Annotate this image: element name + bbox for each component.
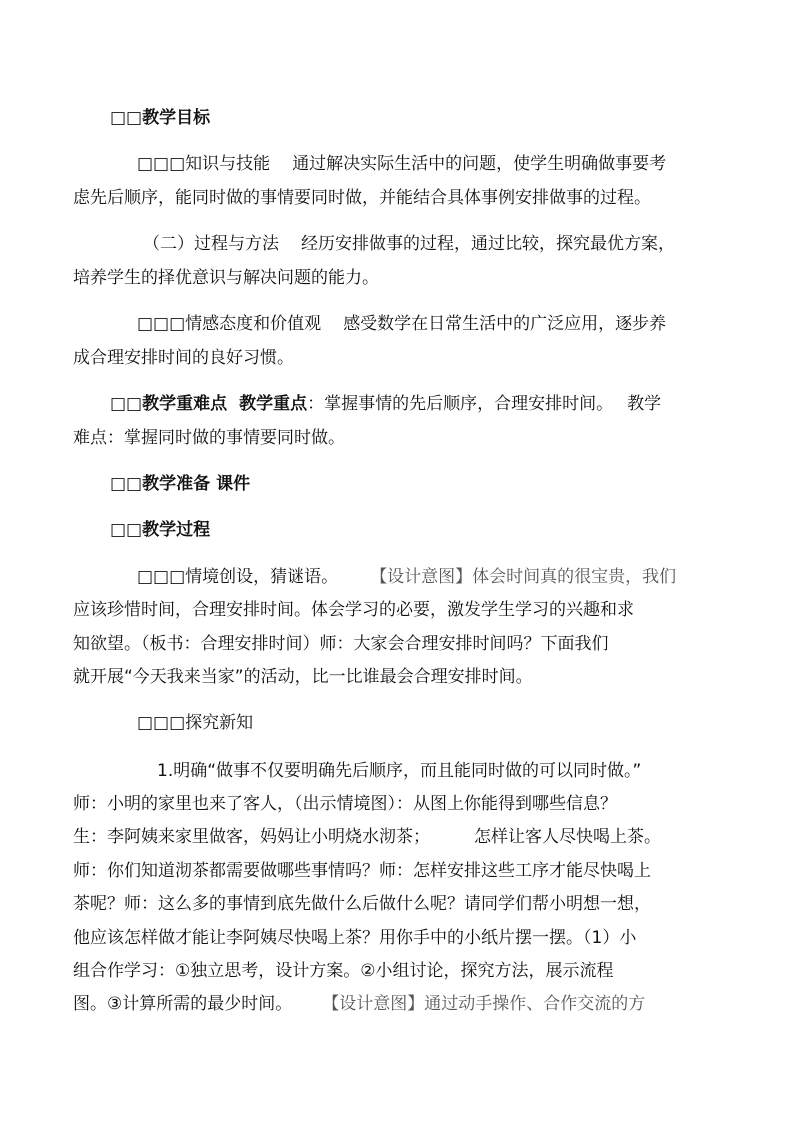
step2-line5: 茶呢？师：这么多的事情到底先做什么后做什么呢？请同学们帮小明想一想， — [73, 894, 651, 914]
goal3-label: □□□情感态度和价值观 — [137, 314, 322, 334]
step2-line3 — [73, 826, 661, 848]
goal2-line1 — [143, 233, 675, 255]
prep-line — [110, 473, 250, 495]
prep-value: 课件 — [216, 474, 251, 494]
step2-line3b: 怎样让客人尽快喝上茶。 — [474, 827, 661, 847]
step1-line3: 知欲望。（板书：合理安排时间）师：大家会合理安排时间吗？下面我们 — [73, 634, 609, 654]
keypoints-sub: 教学重点 — [239, 394, 308, 414]
goal2-text-1: 经历安排做事的过程，通过比较，探究最优方案， — [301, 234, 675, 254]
step2-line6: 他应该怎样做才能让李阿姨尽快喝上茶？用你手中的小纸片摆一摆。（1）小 — [73, 928, 637, 948]
step1-line1 — [137, 566, 676, 588]
goal1-label: □□□知识与技能 — [137, 154, 271, 174]
keypoints-text-1b: 教学 — [627, 394, 662, 414]
step2-line8a: 图。③计算所需的最少时间。 — [73, 994, 293, 1014]
keypoints-line1 — [110, 393, 661, 415]
goal3-line1 — [137, 313, 666, 335]
goal2-text-2: 培养学生的择优意识与解决问题的能力。 — [73, 268, 379, 288]
step2-line3a: 生：李阿姨来家里做客，妈妈让小明烧水沏茶； — [73, 827, 430, 847]
step2-sub-line1: 1.明确“做事不仅要明确先后顺序，而且能同时做的可以同时做。” — [157, 761, 642, 781]
step2-label: □□□探究新知 — [137, 713, 254, 733]
goal1-text-1: 通过解决实际生活中的问题，使学生明确做事要考 — [292, 154, 667, 174]
goal1-text-2: 虑先后顺序，能同时做的事情要同时做，并能结合具体事例安排做事的过程。 — [73, 188, 651, 208]
step1-line2: 应该珍惜时间，合理安排时间。体会学习的必要，激发学生学习的兴趣和求 — [73, 600, 634, 620]
keypoints-text-2: 难点：掌握同时做的事情要同时做。 — [73, 428, 345, 448]
keypoints-text-1: ：掌握事情的先后顺序，合理安排时间。 — [307, 394, 614, 414]
goal2-label: （二）过程与方法 — [143, 234, 279, 254]
step1-intent: 【设计意图】体会时间真的很宝贵，我们 — [370, 567, 677, 587]
keypoints-heading: □□教学重难点 — [110, 394, 228, 414]
prep-heading: □□教学准备 — [110, 474, 211, 494]
goal3-text-2: 成合理安排时间的良好习惯。 — [73, 348, 294, 368]
goals-heading: □□教学目标 — [110, 108, 211, 128]
step1-line4: 就开展“今天我来当家”的活动，比一比谁最会合理安排时间。 — [73, 667, 533, 687]
step2-line7: 组合作学习：①独立思考，设计方案。②小组讨论，探究方法，展示流程 — [73, 961, 614, 981]
goal3-text-1: 感受数学在日常生活中的广泛应用，逐步养 — [343, 314, 667, 334]
step2-line8 — [73, 993, 645, 1015]
process-heading: □□教学过程 — [110, 520, 211, 540]
step2-line2: 师：小明的家里也来了客人，（出示情境图）：从图上你能得到哪些信息？ — [73, 794, 617, 814]
step2-line4: 师：你们知道沏茶都需要做哪些事情吗？师：怎样安排这些工序才能尽快喝上 — [73, 861, 651, 881]
goal1-line1 — [137, 153, 666, 175]
step1-label: □□□情境创设，猜谜语。 — [137, 567, 339, 587]
step2-line8b: 【设计意图】通过动手操作、合作交流的方 — [322, 994, 646, 1014]
